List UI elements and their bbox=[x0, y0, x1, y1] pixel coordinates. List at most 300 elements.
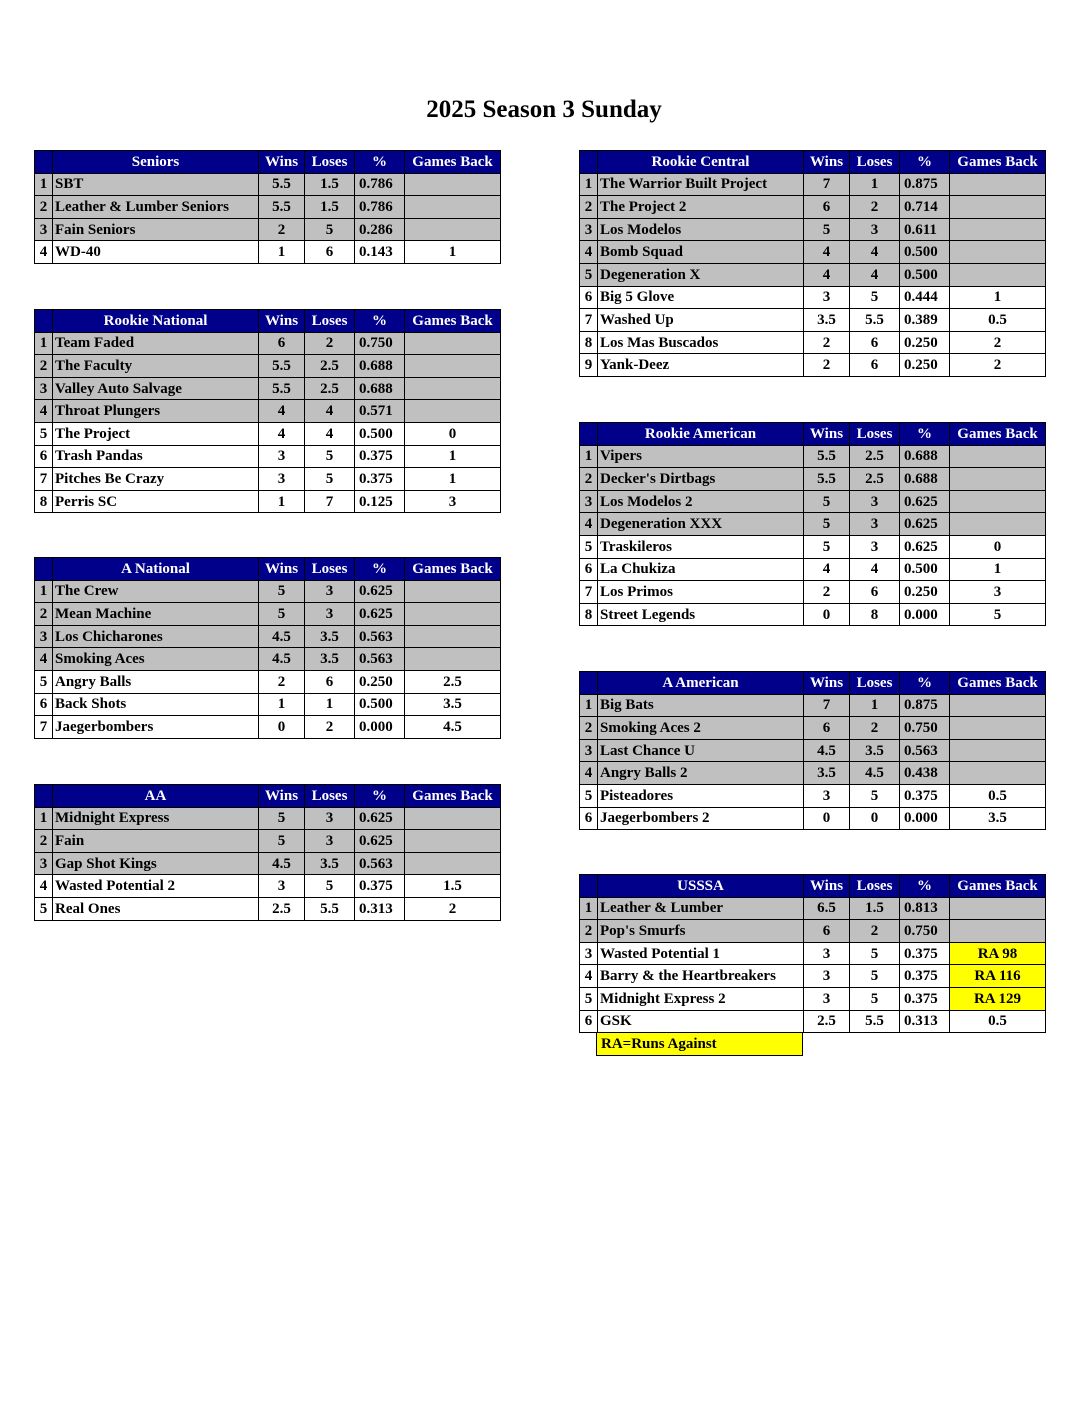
team-row bbox=[35, 468, 501, 491]
team-pct: 0.625 bbox=[355, 830, 405, 853]
team-name: Gap Shot Kings bbox=[53, 852, 259, 875]
rank-header bbox=[35, 785, 53, 808]
seniors-standings-table bbox=[34, 150, 501, 264]
team-loses: 5 bbox=[850, 965, 900, 988]
rank-header bbox=[580, 672, 598, 695]
team-games-back: 3.5 bbox=[405, 693, 501, 716]
runs-against-legend bbox=[596, 1032, 803, 1056]
team-games-back bbox=[405, 196, 501, 219]
team-row bbox=[35, 355, 501, 378]
team-name: Wasted Potential 1 bbox=[598, 942, 804, 965]
team-rank: 4 bbox=[580, 513, 598, 536]
team-row bbox=[35, 875, 501, 898]
team-pct: 0.500 bbox=[900, 558, 950, 581]
team-pct: 0.286 bbox=[355, 218, 405, 241]
team-row bbox=[35, 897, 501, 920]
games-back-header: Games Back bbox=[405, 558, 501, 581]
team-pct: 0.750 bbox=[900, 920, 950, 943]
team-games-back: 2 bbox=[950, 331, 1046, 354]
loses-header: Loses bbox=[305, 310, 355, 333]
team-wins: 0 bbox=[804, 807, 850, 830]
games-back-header: Games Back bbox=[405, 785, 501, 808]
team-games-back: 0.5 bbox=[950, 309, 1046, 332]
team-rank: 3 bbox=[35, 625, 53, 648]
team-rank: 2 bbox=[580, 468, 598, 491]
team-rank: 7 bbox=[35, 468, 53, 491]
team-row bbox=[35, 852, 501, 875]
team-games-back bbox=[950, 490, 1046, 513]
team-row bbox=[580, 445, 1046, 468]
team-rank: 1 bbox=[580, 694, 598, 717]
team-wins: 6 bbox=[804, 920, 850, 943]
team-wins: 4 bbox=[804, 558, 850, 581]
team-wins: 3 bbox=[259, 875, 305, 898]
team-loses: 4 bbox=[850, 558, 900, 581]
team-pct: 0.375 bbox=[900, 942, 950, 965]
team-pct: 0.250 bbox=[900, 581, 950, 604]
team-loses: 5 bbox=[850, 987, 900, 1010]
team-rank: 3 bbox=[580, 942, 598, 965]
team-name: Degeneration X bbox=[598, 263, 804, 286]
team-wins: 3.5 bbox=[804, 762, 850, 785]
team-loses: 5.5 bbox=[850, 1010, 900, 1033]
team-loses: 1 bbox=[850, 694, 900, 717]
team-pct: 0.000 bbox=[900, 807, 950, 830]
games-back-header: Games Back bbox=[950, 423, 1046, 446]
header-row bbox=[580, 875, 1046, 898]
team-loses: 5 bbox=[305, 445, 355, 468]
team-loses: 3 bbox=[305, 603, 355, 626]
team-name: Perris SC bbox=[53, 490, 259, 513]
team-games-back bbox=[950, 513, 1046, 536]
team-wins: 4 bbox=[804, 263, 850, 286]
team-wins: 2.5 bbox=[259, 897, 305, 920]
team-pct: 0.313 bbox=[355, 897, 405, 920]
games-back-header: Games Back bbox=[950, 875, 1046, 898]
games-back-header: Games Back bbox=[405, 310, 501, 333]
team-rank: 2 bbox=[35, 603, 53, 626]
team-loses: 0 bbox=[850, 807, 900, 830]
team-rank: 5 bbox=[580, 784, 598, 807]
team-loses: 2.5 bbox=[850, 445, 900, 468]
team-wins: 3 bbox=[804, 987, 850, 1010]
loses-header: Loses bbox=[850, 423, 900, 446]
team-wins: 2 bbox=[804, 581, 850, 604]
team-wins: 3 bbox=[804, 942, 850, 965]
team-row bbox=[580, 762, 1046, 785]
team-games-back bbox=[405, 625, 501, 648]
team-loses: 2 bbox=[850, 920, 900, 943]
team-row bbox=[35, 173, 501, 196]
rank-header bbox=[580, 151, 598, 174]
team-row bbox=[580, 513, 1046, 536]
team-loses: 1 bbox=[850, 173, 900, 196]
team-row bbox=[35, 422, 501, 445]
rank-header bbox=[35, 310, 53, 333]
team-name: Jaegerbombers bbox=[53, 716, 259, 739]
team-pct: 0.000 bbox=[900, 603, 950, 626]
team-games-back: 1 bbox=[405, 445, 501, 468]
team-pct: 0.000 bbox=[355, 716, 405, 739]
division-name: Seniors bbox=[53, 151, 259, 174]
team-loses: 3.5 bbox=[305, 648, 355, 671]
team-loses: 4 bbox=[305, 400, 355, 423]
loses-header: Loses bbox=[305, 151, 355, 174]
team-pct: 0.250 bbox=[355, 670, 405, 693]
team-rank: 5 bbox=[35, 422, 53, 445]
team-name: Vipers bbox=[598, 445, 804, 468]
team-name: Midnight Express bbox=[53, 807, 259, 830]
team-wins: 5 bbox=[259, 807, 305, 830]
rank-header bbox=[35, 151, 53, 174]
team-games-back: RA 129 bbox=[950, 987, 1046, 1010]
team-rank: 2 bbox=[580, 196, 598, 219]
team-pct: 0.375 bbox=[900, 784, 950, 807]
team-loses: 3 bbox=[305, 807, 355, 830]
team-games-back bbox=[405, 852, 501, 875]
team-name: Bomb Squad bbox=[598, 241, 804, 264]
team-rank: 1 bbox=[35, 332, 53, 355]
division-name: AA bbox=[53, 785, 259, 808]
team-games-back bbox=[950, 717, 1046, 740]
team-row bbox=[580, 331, 1046, 354]
team-pct: 0.875 bbox=[900, 173, 950, 196]
team-loses: 3.5 bbox=[850, 739, 900, 762]
team-pct: 0.688 bbox=[355, 377, 405, 400]
division-name: USSSA bbox=[598, 875, 804, 898]
division-name: Rookie Central bbox=[598, 151, 804, 174]
team-name: Back Shots bbox=[53, 693, 259, 716]
team-games-back bbox=[950, 694, 1046, 717]
team-wins: 1 bbox=[259, 490, 305, 513]
team-name: Fain bbox=[53, 830, 259, 853]
team-games-back bbox=[950, 920, 1046, 943]
team-rank: 1 bbox=[35, 807, 53, 830]
team-rank: 6 bbox=[35, 445, 53, 468]
loses-header: Loses bbox=[850, 875, 900, 898]
team-name: Los Modelos bbox=[598, 218, 804, 241]
team-wins: 4.5 bbox=[259, 852, 305, 875]
team-pct: 0.625 bbox=[900, 490, 950, 513]
team-loses: 2 bbox=[305, 332, 355, 355]
team-row bbox=[580, 987, 1046, 1010]
team-loses: 1.5 bbox=[850, 897, 900, 920]
team-rank: 4 bbox=[580, 241, 598, 264]
team-name: The Project 2 bbox=[598, 196, 804, 219]
wins-header: Wins bbox=[259, 558, 305, 581]
team-loses: 5 bbox=[305, 468, 355, 491]
team-wins: 6 bbox=[804, 196, 850, 219]
rookie-american-standings-table bbox=[579, 422, 1046, 626]
team-row bbox=[35, 196, 501, 219]
team-games-back: 2 bbox=[405, 897, 501, 920]
team-wins: 2 bbox=[804, 354, 850, 377]
team-games-back: 3 bbox=[405, 490, 501, 513]
team-pct: 0.389 bbox=[900, 309, 950, 332]
team-loses: 6 bbox=[305, 670, 355, 693]
team-rank: 4 bbox=[35, 875, 53, 898]
team-rank: 3 bbox=[35, 377, 53, 400]
team-rank: 5 bbox=[35, 897, 53, 920]
team-row bbox=[35, 490, 501, 513]
team-wins: 3 bbox=[259, 468, 305, 491]
team-name: La Chukiza bbox=[598, 558, 804, 581]
team-row bbox=[35, 445, 501, 468]
team-games-back: 5 bbox=[950, 603, 1046, 626]
pct-header: % bbox=[900, 423, 950, 446]
team-games-back: 1 bbox=[950, 286, 1046, 309]
team-name: Pitches Be Crazy bbox=[53, 468, 259, 491]
team-pct: 0.875 bbox=[900, 694, 950, 717]
usssa-standings-table bbox=[579, 874, 1046, 1033]
team-rank: 9 bbox=[580, 354, 598, 377]
team-row bbox=[580, 263, 1046, 286]
team-wins: 3 bbox=[259, 445, 305, 468]
team-name: Traskileros bbox=[598, 535, 804, 558]
team-row bbox=[35, 400, 501, 423]
team-row bbox=[35, 648, 501, 671]
team-name: WD-40 bbox=[53, 241, 259, 264]
team-pct: 0.444 bbox=[900, 286, 950, 309]
team-name: Los Modelos 2 bbox=[598, 490, 804, 513]
team-row bbox=[580, 558, 1046, 581]
team-wins: 5.5 bbox=[259, 377, 305, 400]
team-games-back bbox=[950, 263, 1046, 286]
team-pct: 0.688 bbox=[900, 468, 950, 491]
team-pct: 0.375 bbox=[900, 987, 950, 1010]
loses-header: Loses bbox=[305, 785, 355, 808]
pct-header: % bbox=[355, 151, 405, 174]
team-name: Angry Balls bbox=[53, 670, 259, 693]
team-pct: 0.375 bbox=[355, 445, 405, 468]
team-row bbox=[35, 241, 501, 264]
team-pct: 0.500 bbox=[900, 241, 950, 264]
team-row bbox=[580, 1010, 1046, 1033]
team-pct: 0.375 bbox=[355, 875, 405, 898]
team-wins: 5.5 bbox=[804, 445, 850, 468]
wins-header: Wins bbox=[804, 672, 850, 695]
team-games-back bbox=[950, 739, 1046, 762]
team-wins: 3 bbox=[804, 286, 850, 309]
team-name: Big 5 Glove bbox=[598, 286, 804, 309]
team-games-back bbox=[950, 445, 1046, 468]
wins-header: Wins bbox=[259, 310, 305, 333]
pct-header: % bbox=[900, 672, 950, 695]
wins-header: Wins bbox=[259, 785, 305, 808]
team-pct: 0.500 bbox=[900, 263, 950, 286]
team-pct: 0.625 bbox=[355, 807, 405, 830]
team-name: Wasted Potential 2 bbox=[53, 875, 259, 898]
team-pct: 0.625 bbox=[900, 513, 950, 536]
team-wins: 5 bbox=[259, 603, 305, 626]
team-name: Los Primos bbox=[598, 581, 804, 604]
team-row bbox=[580, 309, 1046, 332]
team-loses: 3 bbox=[305, 580, 355, 603]
team-wins: 6.5 bbox=[804, 897, 850, 920]
team-rank: 2 bbox=[35, 196, 53, 219]
team-rank: 2 bbox=[35, 355, 53, 378]
loses-header: Loses bbox=[305, 558, 355, 581]
team-games-back bbox=[950, 762, 1046, 785]
wins-header: Wins bbox=[259, 151, 305, 174]
team-pct: 0.438 bbox=[900, 762, 950, 785]
team-rank: 5 bbox=[580, 263, 598, 286]
team-rank: 7 bbox=[580, 581, 598, 604]
team-games-back: 0.5 bbox=[950, 1010, 1046, 1033]
team-rank: 2 bbox=[580, 920, 598, 943]
team-name: Smoking Aces 2 bbox=[598, 717, 804, 740]
team-rank: 6 bbox=[580, 807, 598, 830]
rank-header bbox=[35, 558, 53, 581]
team-wins: 5 bbox=[259, 830, 305, 853]
team-rank: 4 bbox=[35, 241, 53, 264]
team-pct: 0.750 bbox=[900, 717, 950, 740]
team-wins: 2 bbox=[804, 331, 850, 354]
header-row bbox=[580, 423, 1046, 446]
team-rank: 4 bbox=[35, 648, 53, 671]
team-name: The Warrior Built Project bbox=[598, 173, 804, 196]
team-row bbox=[580, 581, 1046, 604]
team-games-back: 0 bbox=[950, 535, 1046, 558]
team-games-back: 2.5 bbox=[405, 670, 501, 693]
team-wins: 4 bbox=[259, 422, 305, 445]
team-name: The Crew bbox=[53, 580, 259, 603]
team-pct: 0.375 bbox=[900, 965, 950, 988]
team-wins: 5.5 bbox=[259, 355, 305, 378]
team-pct: 0.750 bbox=[355, 332, 405, 355]
team-row bbox=[580, 490, 1046, 513]
team-name: Midnight Express 2 bbox=[598, 987, 804, 1010]
team-loses: 6 bbox=[850, 581, 900, 604]
division-name: A American bbox=[598, 672, 804, 695]
loses-header: Loses bbox=[850, 672, 900, 695]
team-row bbox=[35, 332, 501, 355]
team-pct: 0.563 bbox=[355, 852, 405, 875]
team-loses: 7 bbox=[305, 490, 355, 513]
a-american-standings-table bbox=[579, 671, 1046, 830]
team-games-back bbox=[405, 355, 501, 378]
team-pct: 0.688 bbox=[355, 355, 405, 378]
team-loses: 1.5 bbox=[305, 173, 355, 196]
team-wins: 5 bbox=[259, 580, 305, 603]
team-pct: 0.125 bbox=[355, 490, 405, 513]
team-wins: 5.5 bbox=[804, 468, 850, 491]
team-row bbox=[35, 693, 501, 716]
team-wins: 4.5 bbox=[259, 648, 305, 671]
team-games-back bbox=[405, 580, 501, 603]
team-games-back bbox=[405, 830, 501, 853]
team-name: Mean Machine bbox=[53, 603, 259, 626]
team-rank: 3 bbox=[580, 218, 598, 241]
team-pct: 0.625 bbox=[900, 535, 950, 558]
team-loses: 5 bbox=[850, 942, 900, 965]
team-row bbox=[580, 965, 1046, 988]
team-rank: 5 bbox=[580, 987, 598, 1010]
team-loses: 2 bbox=[850, 717, 900, 740]
team-rank: 1 bbox=[580, 897, 598, 920]
team-games-back: 1.5 bbox=[405, 875, 501, 898]
team-wins: 1 bbox=[259, 241, 305, 264]
team-pct: 0.625 bbox=[355, 603, 405, 626]
team-wins: 0 bbox=[259, 716, 305, 739]
team-pct: 0.500 bbox=[355, 422, 405, 445]
team-wins: 5 bbox=[804, 535, 850, 558]
rank-header bbox=[580, 423, 598, 446]
team-name: The Faculty bbox=[53, 355, 259, 378]
team-name: Team Faded bbox=[53, 332, 259, 355]
team-pct: 0.375 bbox=[355, 468, 405, 491]
team-pct: 0.625 bbox=[355, 580, 405, 603]
team-pct: 0.611 bbox=[900, 218, 950, 241]
team-rank: 1 bbox=[580, 445, 598, 468]
team-name: Smoking Aces bbox=[53, 648, 259, 671]
team-loses: 3.5 bbox=[305, 625, 355, 648]
team-pct: 0.786 bbox=[355, 196, 405, 219]
team-pct: 0.571 bbox=[355, 400, 405, 423]
team-name: Last Chance U bbox=[598, 739, 804, 762]
team-rank: 8 bbox=[580, 331, 598, 354]
team-wins: 4 bbox=[804, 241, 850, 264]
team-row bbox=[580, 897, 1046, 920]
team-row bbox=[580, 173, 1046, 196]
a-national-standings-table bbox=[34, 557, 501, 739]
team-row bbox=[580, 942, 1046, 965]
team-row bbox=[580, 354, 1046, 377]
wins-header: Wins bbox=[804, 423, 850, 446]
team-row bbox=[35, 580, 501, 603]
team-games-back bbox=[405, 377, 501, 400]
team-wins: 5 bbox=[804, 513, 850, 536]
team-loses: 6 bbox=[850, 354, 900, 377]
team-loses: 5 bbox=[305, 875, 355, 898]
team-rank: 6 bbox=[580, 1010, 598, 1033]
team-wins: 2.5 bbox=[804, 1010, 850, 1033]
team-pct: 0.563 bbox=[900, 739, 950, 762]
team-games-back bbox=[950, 218, 1046, 241]
team-rank: 6 bbox=[35, 693, 53, 716]
team-loses: 4 bbox=[305, 422, 355, 445]
team-row bbox=[35, 218, 501, 241]
team-pct: 0.563 bbox=[355, 625, 405, 648]
aa-standings-table bbox=[34, 784, 501, 921]
team-wins: 3 bbox=[804, 965, 850, 988]
team-wins: 3.5 bbox=[804, 309, 850, 332]
division-name: Rookie National bbox=[53, 310, 259, 333]
rank-header bbox=[580, 875, 598, 898]
team-wins: 6 bbox=[259, 332, 305, 355]
team-row bbox=[580, 739, 1046, 762]
team-games-back bbox=[950, 897, 1046, 920]
header-row bbox=[35, 558, 501, 581]
pct-header: % bbox=[355, 558, 405, 581]
team-rank: 3 bbox=[35, 218, 53, 241]
team-games-back: RA 116 bbox=[950, 965, 1046, 988]
team-games-back bbox=[950, 196, 1046, 219]
team-games-back: 2 bbox=[950, 354, 1046, 377]
team-rank: 4 bbox=[580, 965, 598, 988]
team-row bbox=[35, 830, 501, 853]
team-loses: 2.5 bbox=[305, 377, 355, 400]
team-wins: 5 bbox=[804, 490, 850, 513]
header-row bbox=[580, 672, 1046, 695]
team-rank: 5 bbox=[35, 670, 53, 693]
team-loses: 8 bbox=[850, 603, 900, 626]
team-row bbox=[580, 196, 1046, 219]
team-pct: 0.250 bbox=[900, 354, 950, 377]
team-pct: 0.786 bbox=[355, 173, 405, 196]
team-name: Leather & Lumber bbox=[598, 897, 804, 920]
team-games-back: 3 bbox=[950, 581, 1046, 604]
